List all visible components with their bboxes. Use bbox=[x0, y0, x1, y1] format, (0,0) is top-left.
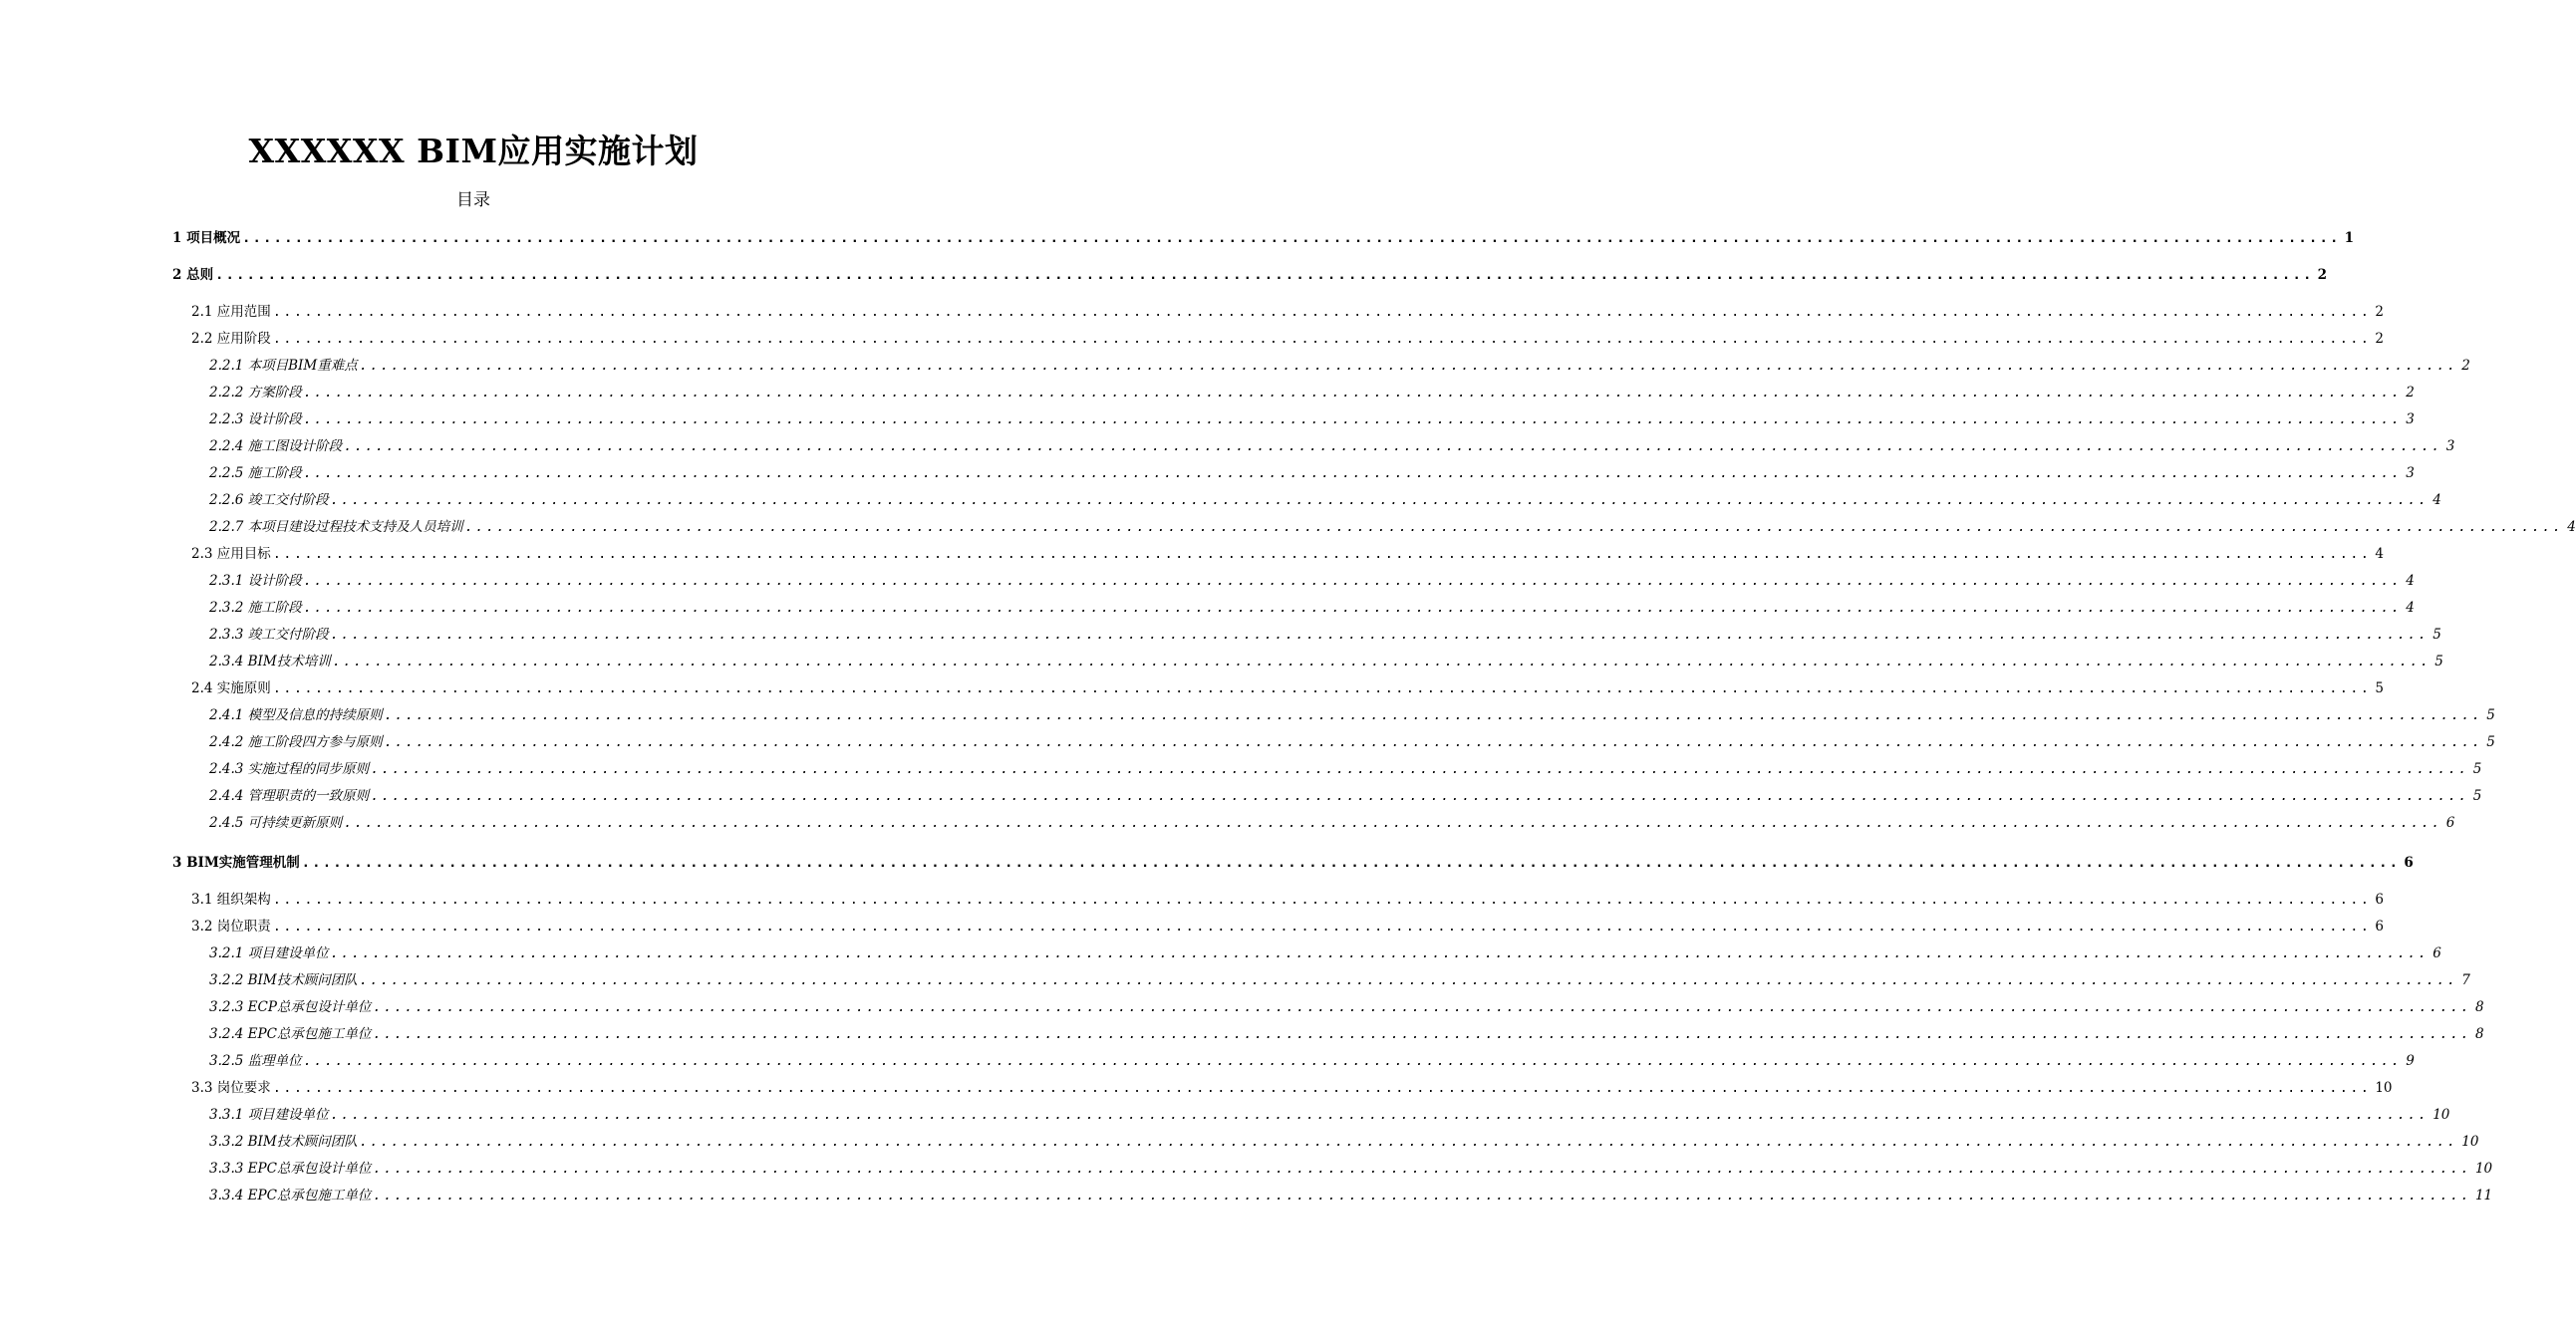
toc-entry[interactable] bbox=[172, 264, 2328, 286]
toc-entry-text: 3.2.4 EPC总承包施工单位 bbox=[209, 1026, 372, 1042]
toc-heading: 目录 bbox=[456, 190, 490, 210]
toc-entry-text: 2 总则 bbox=[172, 267, 214, 283]
toc-dot-leader: ........................................................................................................................................................................................................ bbox=[373, 1161, 2471, 1177]
toc-entry[interactable] bbox=[191, 328, 2384, 350]
toc-entry[interactable] bbox=[191, 889, 2384, 911]
toc-page-number: 5 bbox=[2486, 707, 2495, 723]
toc-entry-text: 2.4.5 可持续更新原则 bbox=[209, 815, 343, 831]
toc-dot-leader: ........................................................................................................................................................................................................ bbox=[373, 1026, 2471, 1042]
toc-page-number: 5 bbox=[2472, 761, 2482, 777]
toc-dot-leader: ........................................................................................................................................................................................................ bbox=[301, 855, 2401, 871]
toc-entry-text: 3.1 组织架构 bbox=[191, 892, 271, 908]
toc-dot-leader: ........................................................................................................................................................................................................ bbox=[303, 385, 2403, 401]
toc-entry[interactable] bbox=[209, 1185, 2493, 1206]
toc-page-number: 6 bbox=[2404, 855, 2414, 871]
toc-page-number: 7 bbox=[2461, 972, 2470, 988]
toc-dot-leader: ........................................................................................................................................................................................................ bbox=[330, 1107, 2430, 1123]
toc-page-number: 4 bbox=[2406, 600, 2415, 616]
toc-entry[interactable] bbox=[191, 916, 2384, 937]
toc-entry[interactable] bbox=[209, 462, 2415, 484]
toc-entry-text: 2.2.3 设计阶段 bbox=[209, 411, 302, 427]
toc-entry[interactable] bbox=[209, 785, 2482, 807]
toc-page-number: 1 bbox=[2344, 230, 2355, 246]
toc-entry-text: 3.2.1 项目建设单位 bbox=[209, 945, 329, 961]
toc-dot-leader: ........................................................................................................................................................................................................ bbox=[272, 331, 2372, 347]
toc-dot-leader: ........................................................................................................................................................................................................ bbox=[215, 267, 2314, 283]
toc-page-number: 11 bbox=[2474, 1188, 2493, 1204]
toc-dot-leader: ........................................................................................................................................................................................................ bbox=[344, 815, 2442, 831]
toc-entry[interactable] bbox=[209, 651, 2443, 672]
toc-page-number: 4 bbox=[2406, 573, 2415, 589]
toc-entry-text: 3.2.2 BIM技术顾问团队 bbox=[209, 972, 358, 988]
toc-entry[interactable] bbox=[209, 758, 2482, 780]
toc-entry[interactable] bbox=[172, 227, 2355, 249]
toc-entry-text: 2.2.5 施工阶段 bbox=[209, 465, 302, 481]
toc-dot-leader: ........................................................................................................................................................................................................ bbox=[332, 654, 2432, 670]
toc-page-number: 10 bbox=[2433, 1107, 2450, 1123]
document-title: XXXXXX BIM应用实施计划 bbox=[248, 132, 699, 170]
toc-entry-text: 3.3.4 EPC总承包施工单位 bbox=[209, 1188, 372, 1204]
toc-entry[interactable] bbox=[209, 382, 2415, 403]
toc-entry-text: 2.4 实施原则 bbox=[191, 680, 271, 696]
toc-entry[interactable] bbox=[209, 1050, 2415, 1072]
toc-dot-leader: ........................................................................................................................................................................................................ bbox=[303, 600, 2403, 616]
toc-page-number: 6 bbox=[2375, 892, 2384, 908]
toc-page-number: 2 bbox=[2375, 304, 2384, 320]
toc-entry[interactable] bbox=[209, 435, 2455, 457]
toc-dot-leader: ........................................................................................................................................................................................................ bbox=[373, 999, 2471, 1015]
toc-page-number: 6 bbox=[2445, 815, 2455, 831]
toc-entry[interactable] bbox=[209, 408, 2415, 430]
toc-page-number: 2 bbox=[2375, 331, 2384, 347]
toc-entry-text: 2.3.4 BIM技术培训 bbox=[209, 654, 331, 670]
toc-entry-text: 2.3.2 施工阶段 bbox=[209, 600, 302, 616]
toc-entry-text: 2.2.7 本项目建设过程技术支持及人员培训 bbox=[209, 519, 463, 535]
toc-entry-text: 3 BIM实施管理机制 bbox=[172, 855, 300, 871]
toc-page-number: 5 bbox=[2375, 680, 2384, 696]
toc-entry[interactable] bbox=[209, 969, 2470, 991]
toc-page-number: 5 bbox=[2434, 654, 2443, 670]
toc-dot-leader: ........................................................................................................................................................................................................ bbox=[303, 573, 2403, 589]
toc-entry-text: 2.3 应用目标 bbox=[191, 546, 271, 562]
toc-entry[interactable] bbox=[209, 731, 2495, 753]
toc-dot-leader: ........................................................................................................................................................................................................ bbox=[373, 1188, 2471, 1204]
toc-entry-text: 2.3.1 设计阶段 bbox=[209, 573, 302, 589]
toc-page-number: 2 bbox=[2317, 267, 2328, 283]
toc-page-number: 4 bbox=[2433, 492, 2441, 508]
toc-entry[interactable] bbox=[209, 812, 2455, 834]
toc-entry[interactable] bbox=[209, 996, 2484, 1018]
toc-dot-leader: ........................................................................................................................................................................................................ bbox=[272, 304, 2372, 320]
toc-entry[interactable] bbox=[209, 1158, 2493, 1180]
toc-dot-leader: ........................................................................................................................................................................................................ bbox=[330, 627, 2430, 643]
toc-dot-leader: ........................................................................................................................................................................................................ bbox=[359, 358, 2458, 374]
toc-entry-text: 3.2.3 ECP总承包设计单位 bbox=[209, 999, 372, 1015]
toc-dot-leader: ........................................................................................................................................................................................................ bbox=[464, 519, 2564, 535]
toc-dot-leader: ........................................................................................................................................................................................................ bbox=[384, 707, 2483, 723]
toc-entry-text: 2.2.1 本项目BIM重难点 bbox=[209, 358, 358, 374]
toc-entry[interactable] bbox=[209, 704, 2495, 726]
toc-entry-text: 3.2.5 监理单位 bbox=[209, 1053, 302, 1069]
toc-page-number: 5 bbox=[2486, 734, 2495, 750]
toc-dot-leader: ........................................................................................................................................................................................................ bbox=[303, 465, 2403, 481]
toc-page-number: 2 bbox=[2406, 385, 2415, 401]
toc-page-number: 5 bbox=[2472, 788, 2482, 804]
toc-dot-leader: ........................................................................................................................................................................................................ bbox=[384, 734, 2483, 750]
toc-entry-text: 2.2.4 施工图设计阶段 bbox=[209, 438, 343, 454]
toc-entry[interactable] bbox=[209, 516, 2576, 538]
toc-entry[interactable] bbox=[209, 355, 2470, 377]
toc-entry[interactable] bbox=[209, 489, 2441, 511]
toc-entry-text: 1 项目概况 bbox=[172, 230, 241, 246]
toc-entry[interactable] bbox=[209, 1131, 2479, 1153]
toc-entry-text: 2.2.2 方案阶段 bbox=[209, 385, 302, 401]
toc-dot-leader: ........................................................................................................................................................................................................ bbox=[371, 761, 2469, 777]
toc-page-number: 3 bbox=[2406, 411, 2415, 427]
toc-page-number: 5 bbox=[2433, 627, 2441, 643]
toc-entry-text: 2.4.4 管理职责的一致原则 bbox=[209, 788, 370, 804]
toc-entry-text: 3.3.2 BIM技术顾问团队 bbox=[209, 1134, 358, 1150]
toc-entry[interactable] bbox=[209, 942, 2441, 964]
toc-dot-leader: ........................................................................................................................................................................................................ bbox=[242, 230, 2341, 246]
toc-entry[interactable] bbox=[191, 677, 2384, 699]
toc-entry-text: 2.1 应用范围 bbox=[191, 304, 271, 320]
toc-page-number: 6 bbox=[2433, 945, 2441, 961]
toc-page-number: 4 bbox=[2375, 546, 2384, 562]
toc-dot-leader: ........................................................................................................................................................................................................ bbox=[344, 438, 2442, 454]
toc-entry[interactable] bbox=[209, 597, 2415, 619]
toc-dot-leader: ........................................................................................................................................................................................................ bbox=[330, 492, 2430, 508]
toc-entry-text: 2.4.2 施工阶段四方参与原则 bbox=[209, 734, 383, 750]
toc-entry-text: 2.2.6 竣工交付阶段 bbox=[209, 492, 329, 508]
toc-page-number: 3 bbox=[2406, 465, 2415, 481]
toc-entry[interactable] bbox=[209, 1104, 2450, 1126]
toc-entry[interactable] bbox=[191, 543, 2384, 565]
toc-dot-leader: ........................................................................................................................................................................................................ bbox=[272, 1080, 2372, 1096]
toc-dot-leader: ........................................................................................................................................................................................................ bbox=[371, 788, 2469, 804]
toc-page-number: 9 bbox=[2406, 1053, 2415, 1069]
toc-dot-leader: ........................................................................................................................................................................................................ bbox=[272, 680, 2372, 696]
toc-dot-leader: ........................................................................................................................................................................................................ bbox=[330, 945, 2430, 961]
toc-entry[interactable] bbox=[172, 852, 2414, 874]
toc-page-number: 3 bbox=[2445, 438, 2455, 454]
toc-page-number: 10 bbox=[2461, 1134, 2479, 1150]
toc-entry[interactable] bbox=[209, 570, 2415, 592]
toc-dot-leader: ........................................................................................................................................................................................................ bbox=[272, 546, 2372, 562]
toc-entry[interactable] bbox=[191, 301, 2384, 323]
toc-page-number: 2 bbox=[2461, 358, 2470, 374]
toc-dot-leader: ........................................................................................................................................................................................................ bbox=[303, 1053, 2403, 1069]
toc-entry-text: 2.2 应用阶段 bbox=[191, 331, 271, 347]
toc-page-number: 6 bbox=[2375, 919, 2384, 935]
toc-dot-leader: ........................................................................................................................................................................................................ bbox=[272, 892, 2372, 908]
toc-entry-text: 2.4.3 实施过程的同步原则 bbox=[209, 761, 370, 777]
toc-dot-leader: ........................................................................................................................................................................................................ bbox=[303, 411, 2403, 427]
toc-entry-text: 3.3.3 EPC总承包设计单位 bbox=[209, 1161, 372, 1177]
toc-dot-leader: ........................................................................................................................................................................................................ bbox=[359, 1134, 2458, 1150]
toc-page-number: 8 bbox=[2474, 999, 2484, 1015]
toc-page-number: 10 bbox=[2375, 1080, 2393, 1096]
toc-entry-text: 3.3.1 项目建设单位 bbox=[209, 1107, 329, 1123]
toc-entry-text: 2.4.1 模型及信息的持续原则 bbox=[209, 707, 383, 723]
toc-page-number: 10 bbox=[2474, 1161, 2493, 1177]
toc-entry-text: 3.2 岗位职责 bbox=[191, 919, 271, 935]
toc-entry[interactable] bbox=[191, 1077, 2393, 1099]
toc-page-number: 8 bbox=[2474, 1026, 2484, 1042]
toc-entry[interactable] bbox=[209, 624, 2441, 646]
toc-dot-leader: ........................................................................................................................................................................................................ bbox=[359, 972, 2458, 988]
toc-entry[interactable] bbox=[209, 1023, 2484, 1045]
toc-page-number: 4 bbox=[2567, 519, 2576, 535]
toc-entry-text: 3.3 岗位要求 bbox=[191, 1080, 271, 1096]
toc-dot-leader: ........................................................................................................................................................................................................ bbox=[272, 919, 2372, 935]
toc-entry-text: 2.3.3 竣工交付阶段 bbox=[209, 627, 329, 643]
